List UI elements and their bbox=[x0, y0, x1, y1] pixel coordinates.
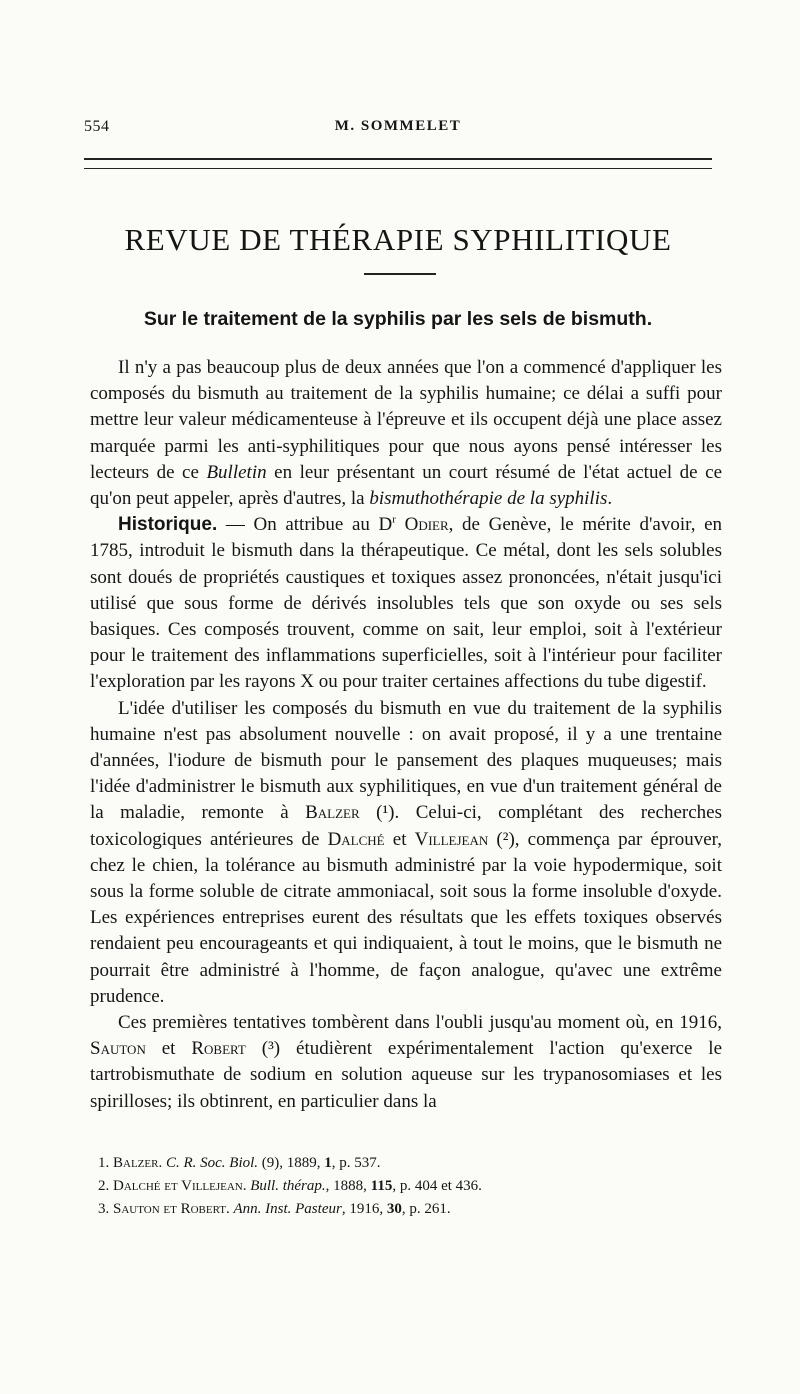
footnote-text: (9), 1889, bbox=[261, 1155, 325, 1171]
text-run: L'idée d'utiliser les composés du bismuth en vue du traitement de la syphilis humaine n'est pas absolument nouvelle : on avait proposé, il y a une trentaine d'années, l'iodure de bismuth pour le pansement des plaques muqueuses; mais l'idée d'administrer le bismuth aux syphilitiques, en vue d'un traitement général de la maladie, remonte à bbox=[90, 697, 722, 824]
paragraph-historique bbox=[90, 512, 722, 695]
text-run: . bbox=[607, 488, 613, 510]
footnote bbox=[98, 1175, 718, 1198]
running-head bbox=[84, 118, 712, 142]
paragraph-balzer bbox=[90, 696, 722, 1010]
footnote-journal: C. R. Soc. Biol. bbox=[165, 1155, 259, 1171]
text-run: , de Genève, le mérite d'avoir, en 1785, introduit le bismuth dans la thérapeutique. Ce métal, dont les sels solubles sont doués de propriétés caustiques et toxiques assez prononcées, n'était jusqu'ici utilisé que sous forme de dérivés insolubles tels que son oxyde ou ses sels basiques. Ces composés trouvent, comme on sait, leur emploi, soit à l'extérieur pour le traitement des inflammations superficielles, soit à l'intérieur pour faciliter l'exploration par les rayons X ou pour traiter certaines affections du tube digestif. bbox=[90, 514, 723, 693]
author-name: Dalché bbox=[327, 828, 385, 850]
text-run: — On attribue au D bbox=[217, 514, 393, 536]
author-name: Balzer bbox=[305, 802, 360, 824]
text-run: et bbox=[145, 1038, 192, 1060]
footnote-journal: Ann. Inst. Pasteur bbox=[233, 1201, 342, 1217]
footnote-text: , 1888, bbox=[325, 1178, 371, 1194]
footnote-text: , 1916, bbox=[341, 1201, 387, 1217]
term-italic: bismuthothérapie de la syphilis bbox=[369, 488, 608, 510]
section-heading: Historique. bbox=[118, 514, 218, 536]
title-divider bbox=[364, 273, 436, 275]
footnote-ref[interactable]: (³) bbox=[261, 1038, 281, 1060]
paragraph-intro bbox=[90, 355, 722, 512]
text-run: Il n'y a pas beaucoup plus de deux années que l'on a commencé d'appliquer les composés du bismuth au traitement de la syphilis humaine; ce délai a suffi pour mettre leur valeur médicamenteuse à l'épreuve et ils occupent déjà une place assez marquée parmi les anti-syphilitiques pour que nous ayons pensé intéresser les lecteurs de ce bbox=[90, 357, 722, 483]
footnote-volume: 30 bbox=[386, 1201, 402, 1217]
footnote-text: , p. 404 et 436. bbox=[392, 1178, 482, 1194]
article-subtitle: Sur le traitement de la syphilis par les sels de bismuth. bbox=[143, 308, 653, 330]
author-name: Sauton bbox=[90, 1038, 146, 1060]
footnote-authors: Dalché et Villejean. bbox=[113, 1178, 247, 1194]
text-run: et bbox=[384, 828, 415, 850]
footnote bbox=[98, 1152, 718, 1175]
text-run: , commença par éprouver, chez le chien, la tolérance au bismuth administré par la voie hypodermique, soit sous la forme soluble de citrate ammoniacal, soit sous la forme insoluble d'oxyde. Les expériences entreprises eurent des résultats que les effets toxiques observés rendaient peu encourageants et qui indiquaient, à tout le moins, que le bismuth ne pourrait être administré à l'homme, de façon analogue, qu'avec une extrême prudence. bbox=[90, 828, 723, 1007]
journal-name: Bulletin bbox=[206, 461, 267, 483]
footnote-number: 2. bbox=[98, 1178, 110, 1194]
header-rule-thick bbox=[84, 158, 712, 160]
text-run: . Celui-ci, complétant des recherches toxicologiques antérieures de bbox=[90, 802, 722, 850]
footnote-volume: 115 bbox=[370, 1178, 393, 1194]
author-name: Odier bbox=[404, 514, 449, 536]
page-number: 554 bbox=[84, 118, 110, 135]
running-title: M. SOMMELET bbox=[334, 118, 462, 134]
author-name: Robert bbox=[191, 1038, 246, 1060]
footnote-text: , p. 537. bbox=[331, 1155, 381, 1171]
header-rule-thin bbox=[84, 168, 712, 169]
article-title: REVUE DE THÉRAPIE SYPHILITIQUE bbox=[124, 222, 672, 257]
footnote bbox=[98, 1198, 718, 1221]
author-name: Villejean bbox=[414, 828, 489, 850]
article-body bbox=[90, 355, 722, 1115]
text-run: Ces premières tentatives tombèrent dans l'oubli jusqu'au moment où, en 1916, bbox=[118, 1012, 722, 1034]
footnote-text: , p. 261. bbox=[401, 1201, 451, 1217]
footnote-ref[interactable]: (²) bbox=[496, 828, 515, 850]
text-run: étudièrent expérimentalement l'action qu'exerce le tartrobismuthate de sodium en solution aqueuse sur les trypanosomiases et les spirilloses; ils obtinrent, en particulier dans la bbox=[90, 1038, 722, 1112]
footnote-ref[interactable]: (¹) bbox=[376, 802, 395, 824]
superscript: r bbox=[392, 513, 396, 526]
footnote-authors: Balzer. bbox=[113, 1155, 163, 1171]
footnotes bbox=[98, 1152, 718, 1221]
footnote-authors: Sauton et Robert. bbox=[113, 1201, 230, 1217]
footnote-volume: 1 bbox=[324, 1155, 332, 1171]
footnote-number: 3. bbox=[98, 1201, 110, 1217]
paragraph-sauton bbox=[90, 1010, 722, 1115]
footnote-number: 1. bbox=[98, 1155, 110, 1171]
text-run: en leur présentant un court résumé de l'état actuel de ce qu'on peut appeler, après d'autres, la bbox=[90, 461, 723, 510]
footnote-journal: Bull. thérap. bbox=[250, 1178, 326, 1194]
